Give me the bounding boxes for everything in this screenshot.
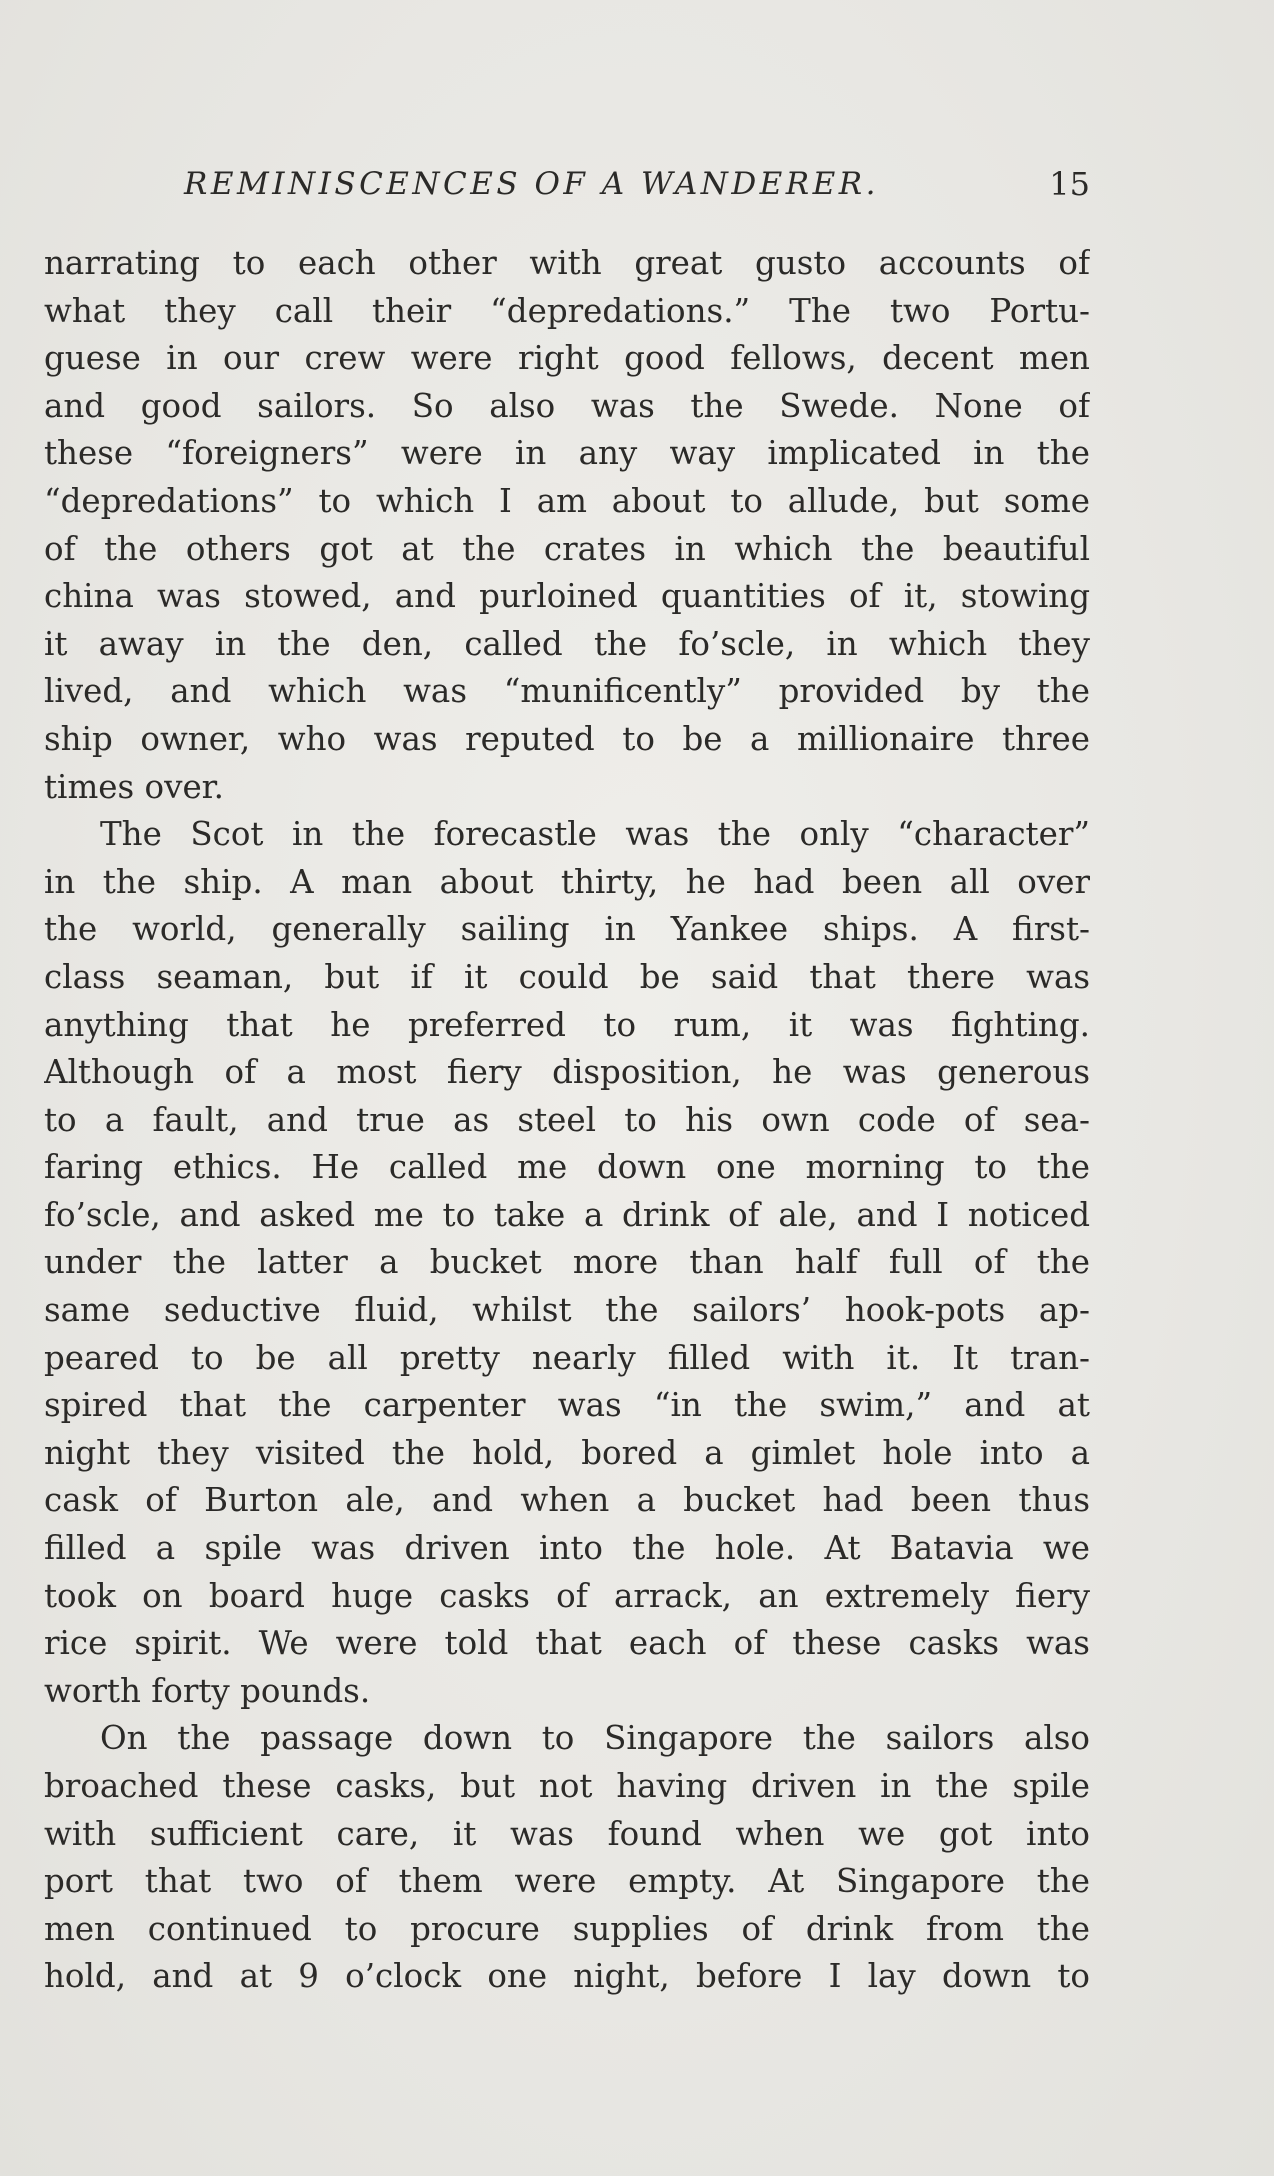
body-text [44,240,1090,2001]
text-line: these “foreigners” were in any way implicated in the [44,434,1090,473]
text-line: what they call their “depredations.” The two Portu- [44,291,1090,330]
text-line: of the others got at the crates in which the beautiful [44,529,1090,568]
text-line: men continued to procure supplies of drink from the [44,1909,1090,1948]
text-line: narrating to each other with great gusto accounts of [44,244,1090,282]
text-line: spired that the carpenter was “in the swim,” and at [44,1386,1090,1425]
text-line: lived, and which was “munificently” provided by the [44,672,1090,711]
text-line: in the ship. A man about thirty, he had been all over [44,862,1090,901]
text-line: faring ethics. He called me down one morning to the [44,1148,1090,1187]
text-line: rice spirit. We were told that each of these casks was [44,1624,1090,1663]
text-line: hold, and at 9 o’clock one night, before I lay down to [44,1957,1090,1996]
text-line: Although of a most fiery disposition, he was generous [44,1053,1090,1092]
text-line: under the latter a bucket more than half full of the [44,1243,1090,1282]
text-line: port that two of them were empty. At Singapore the [44,1862,1090,1901]
text-line: the world, generally sailing in Yankee ships. A first- [44,910,1090,949]
text-line: “depredations” to which I am about to allude, but some [44,481,1090,520]
text-line: filled a spile was driven into the hole. At Batavia we [44,1529,1090,1568]
text-line: night they visited the hold, bored a gimlet hole into a [44,1433,1090,1472]
text-line: took on board huge casks of arrack, an extremely fiery [44,1576,1090,1615]
text-line: peared to be all pretty nearly filled with it. It tran- [44,1338,1090,1377]
page-number: 15 [1049,165,1090,203]
text-line: and good sailors. So also was the Swede. None of [44,386,1090,425]
running-title: REMINISCENCES OF A WANDERER. [184,166,879,202]
text-line: worth forty pounds. [44,1671,371,1710]
text-line: class seaman, but if it could be said that there was [44,957,1090,996]
text-line: anything that he preferred to rum, it was fighting. [44,1005,1090,1044]
text-line: broached these casks, but not having driven in the spile [44,1767,1090,1805]
text-line: The Scot in the forecastle was the only “character” [100,815,1090,854]
text-line: to a fault, and true as steel to his own code of sea- [44,1100,1090,1139]
text-line: times over. [44,767,224,806]
text-line: china was stowed, and purloined quantities of it, stowing [44,577,1090,616]
running-head [44,160,1090,208]
text-line: ship owner, who was reputed to be a millionaire three [44,719,1090,758]
text-line: fo’scle, and asked me to take a drink of ale, and I noticed [44,1195,1090,1234]
text-line: with sufficient care, it was found when we got into [44,1814,1090,1853]
text-line: guese in our crew were right good fellows, decent men [44,339,1090,378]
text-line: same seductive fluid, whilst the sailors’ hook-pots ap- [44,1291,1090,1330]
text-line: cask of Burton ale, and when a bucket had been thus [44,1481,1090,1520]
text-line: it away in the den, called the fo’scle, in which they [44,624,1090,663]
text-line: On the passage down to Singapore the sailors also [100,1719,1090,1758]
